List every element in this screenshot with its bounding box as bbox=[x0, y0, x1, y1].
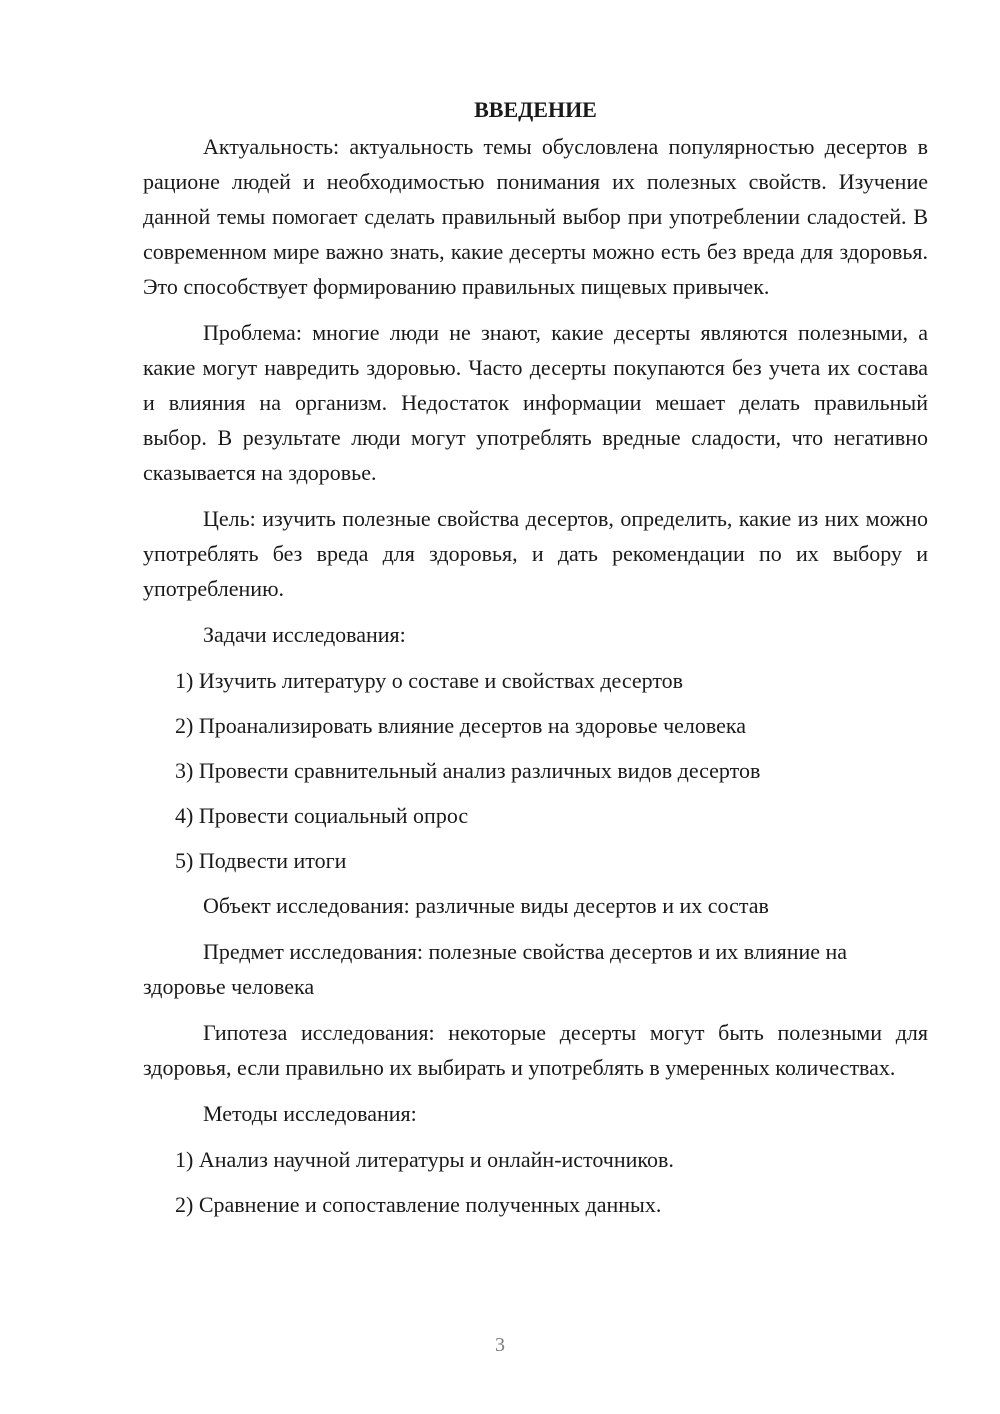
list-item-task-3: 3) Провести сравнительный анализ различных видов десертов bbox=[175, 758, 761, 783]
paragraph-subject: Предмет исследования: полезные свойства десертов и их влияние на здоровье человека bbox=[143, 939, 848, 999]
list-item-method-2: 2) Сравнение и сопоставление полученных данных. bbox=[175, 1192, 662, 1217]
page-title: ВВЕДЕНИЕ bbox=[474, 97, 597, 122]
page-number: 3 bbox=[495, 1334, 505, 1356]
paragraph-problem: Проблема: многие люди не знают, какие десерты являются полезными, а какие могут навредить здоровью. Часто десерты покупаются без учета их состава и влияния на организм. Недостаток информации мешает делать правильный выбор. В результате люди могут употреблять вредные сладости, что негативно сказывается на здоровье. bbox=[143, 320, 928, 485]
document-page bbox=[143, 92, 928, 1232]
list-item-task-2: 2) Проанализировать влияние десертов на здоровье человека bbox=[175, 713, 747, 738]
list-item-task-4: 4) Провести социальный опрос bbox=[175, 803, 469, 828]
tasks-heading: Задачи исследования: bbox=[203, 622, 406, 647]
list-item-task-5: 5) Подвести итоги bbox=[175, 848, 347, 873]
list-item-method-1: 1) Анализ научной литературы и онлайн-источников. bbox=[175, 1147, 674, 1172]
paragraph-relevance: Актуальность: актуальность темы обусловлена популярностью десертов в рационе людей и необходимостью понимания их полезных свойств. Изучение данной темы помогает сделать правильный выбор при употреблении сладостей. В современном мире важно знать, какие десерты можно есть без вреда для здоровья. Это способствует формированию правильных пищевых привычек. bbox=[143, 134, 928, 299]
paragraph-hypothesis: Гипотеза исследования: некоторые десерты могут быть полезными для здоровья, если правильно их выбирать и употреблять в умеренных количествах. bbox=[143, 1020, 928, 1080]
list-item-task-1: 1) Изучить литературу о составе и свойствах десертов bbox=[175, 668, 684, 693]
paragraph-object: Объект исследования: различные виды десертов и их состав bbox=[203, 893, 769, 918]
paragraph-goal: Цель: изучить полезные свойства десертов, определить, какие из них можно употреблять без вреда для здоровья, и дать рекомендации по их выбору и употреблению. bbox=[143, 506, 928, 601]
methods-heading: Методы исследования: bbox=[203, 1101, 417, 1126]
